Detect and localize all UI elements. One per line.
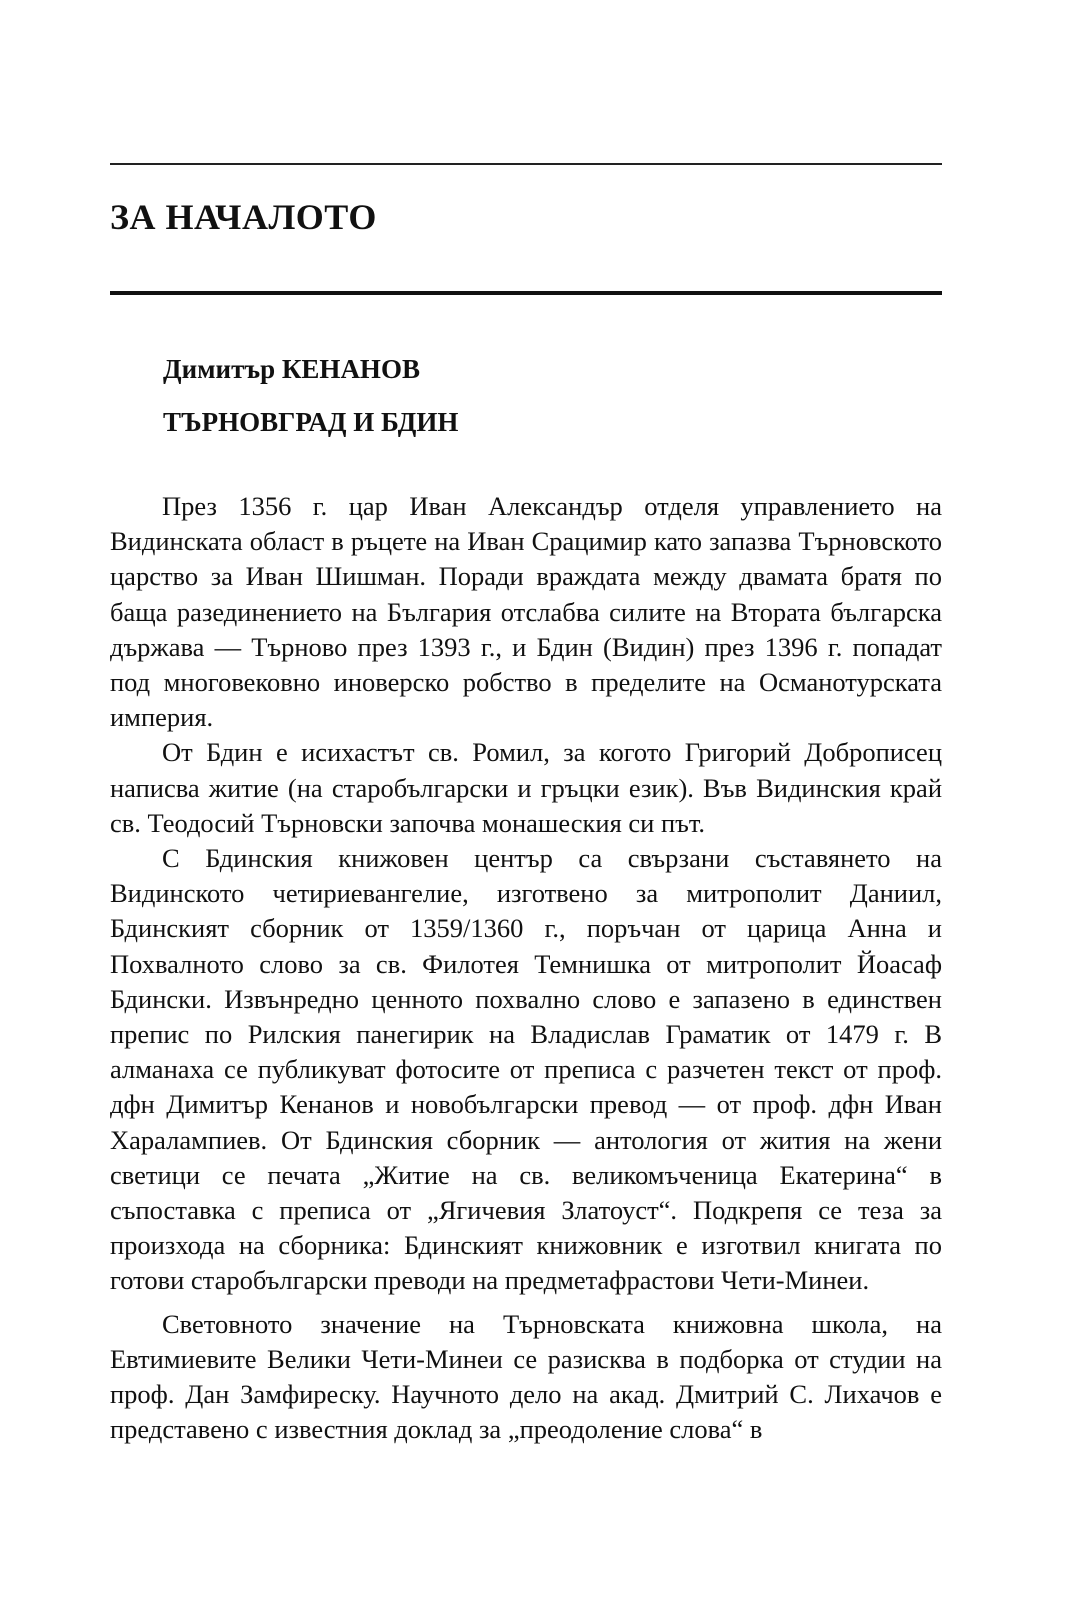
paragraph: През 1356 г. цар Иван Александър отделя управлението на Видинската област в ръцете на Иван Срацимир като запазва Търновското царство за Иван Шишман. Поради враждата между двамата братя по баща разединението на България отслабва силите на Втората българска държава — Търново през 1393 г., и Бдин (Видин) през 1396 г. попадат под многовековно иноверско робство в пределите на Османотурската империя.: [110, 491, 942, 733]
article-body: [110, 489, 942, 1447]
section-title: ЗА НАЧАЛОТО: [110, 197, 377, 237]
article-author: Димитър КЕНАНОВ: [163, 354, 420, 384]
article-title: ТЪРНОВГРАД И БДИН: [163, 407, 459, 437]
paragraph: С Бдинския книжовен център са свързани съставянето на Видинското четириевангелие, изготвено за митрополит Даниил, Бдинският сборник от 1359/1360 г., поръчан от царица Анна и Похвалното слово за св. Филотея Темнишка от митрополит Йоасаф Бдински. Извънредно ценното похвално слово е запазено в единствен препис по Рилския панегирик на Владислав Граматик от 1479 г. В алманаха се публикуват фотосите от преписа с разчетен текст от проф. дфн Димитър Кенанов и новобългарски превод — от проф. дфн Иван Харалампиев. От Бдинския сборник — антология от жития на жени светици се печата „Житие на св. великомъченица Екатерина“ в съпоставка с преписа от „Ягичевия Златоуст“. Подкрепя се теза за произхода на сборника: Бдинският книжовник е изготвил книгата по готови старобългарски преводи на предметафрастови Чети-Минеи.: [110, 843, 942, 1296]
top-rule: [110, 163, 942, 165]
bottom-rule: [110, 291, 942, 295]
paragraph: Световното значение на Търновската книжовна школа, на Евтимиевите Велики Чети-Минеи се разисква в подборка от студии на проф. Дан Замфиреску. Научното дело на акад. Дмитрий С. Лихачов е представено с известния доклад за „преодоление слова“ в: [110, 1308, 942, 1445]
paragraph: От Бдин е исихастът св. Ромил, за когото Григорий Доброписец написва житие (на старобългарски и гръцки език). Във Видинския край св. Теодосий Търновски започва монашеския си път.: [110, 737, 942, 838]
